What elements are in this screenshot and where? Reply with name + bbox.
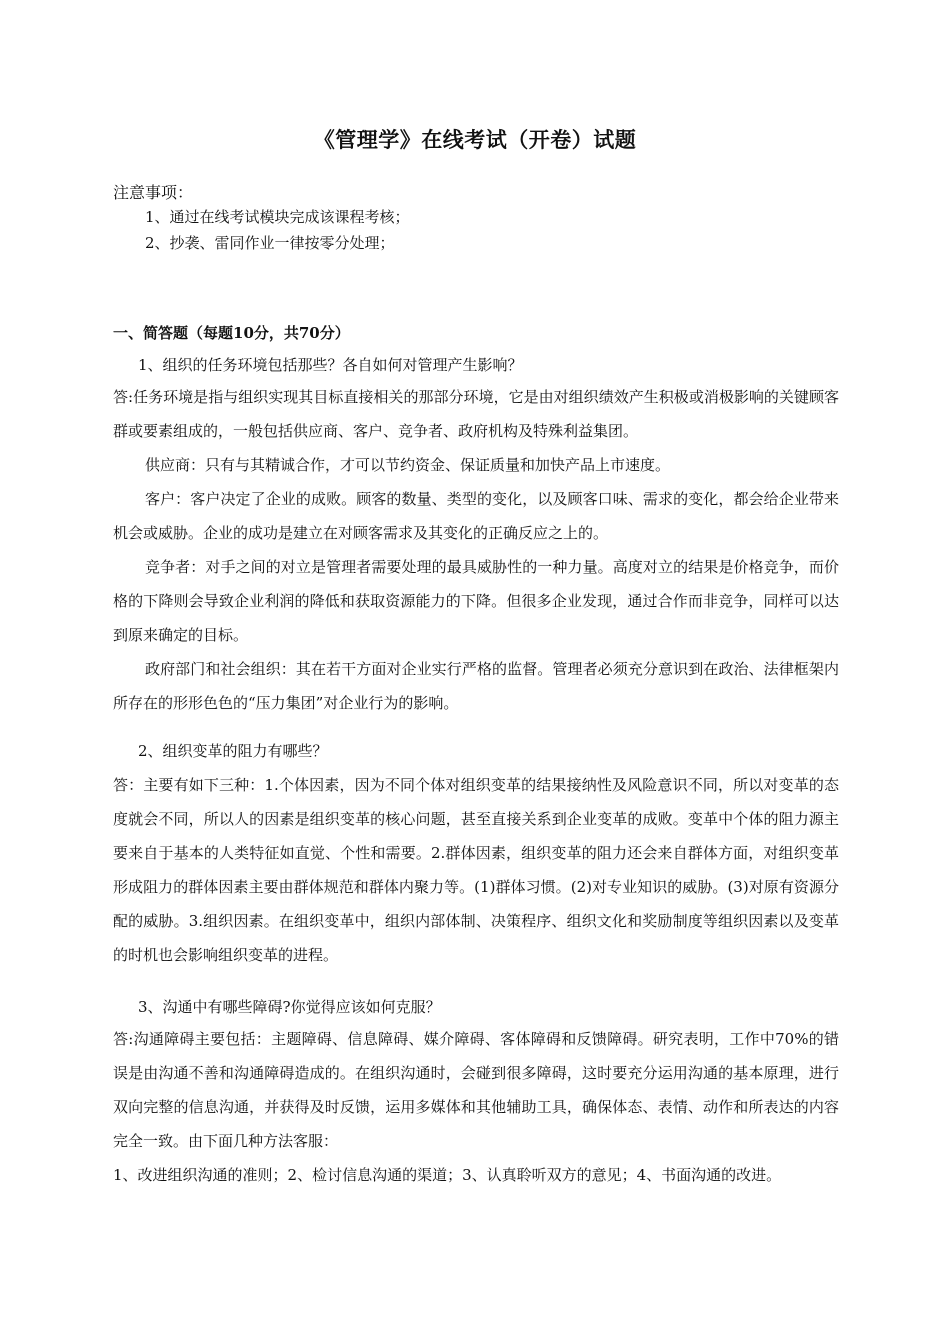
- answer-paragraph: 1、改进组织沟通的准则；2、检讨信息沟通的渠道；3、认真聆听双方的意见；4、书面沟通的改进。: [113, 1166, 782, 1184]
- answer-2: [113, 768, 839, 972]
- answer-paragraph: 政府部门和社会组织：其在若干方面对企业实行严格的监督。管理者必须充分意识到在政治、法律框架内所存在的形形色色的“压力集团”对企业行为的影响。: [113, 660, 839, 712]
- answer-paragraph: 答:沟通障碍主要包括：主题障碍、信息障碍、媒介障碍、客体障碍和反馈障碍。研究表明，工作中70%的错误是由沟通不善和沟通障碍造成的。在组织沟通时，会碰到很多障碍，这时要充分运用沟通的基本原理，进行双向完整的信息沟通，并获得及时反馈，运用多媒体和其他辅助工具，确保体态、表情、动作和所表达的内容完全一致。由下面几种方法客服：: [113, 1030, 839, 1150]
- question-3: 3、沟通中有哪些障碍?你觉得应该如何克服？: [138, 998, 441, 1016]
- answer-1: [113, 380, 839, 720]
- answer-paragraph: 竞争者：对手之间的对立是管理者需要处理的最具威胁性的一种力量。高度对立的结果是价格竞争，而价格的下降则会导致企业利润的降低和获取资源能力的下降。但很多企业发现，通过合作而非竞争，同样可以达到原来确定的目标。: [113, 558, 839, 644]
- answer-paragraph: 答:任务环境是指与组织实现其目标直接相关的那部分环境，它是由对组织绩效产生积极或消极影响的关键顾客群或要素组成的，一般包括供应商、客户、竞争者、政府机构及特殊利益集团。: [113, 388, 839, 440]
- answer-3: [113, 1022, 839, 1192]
- page-title: 《管理学》在线考试（开卷）试题: [313, 127, 637, 152]
- notice-item: 2、抄袭、雷同作业一律按零分处理；: [145, 234, 395, 252]
- question-2: 2、组织变革的阻力有哪些？: [138, 742, 328, 760]
- notice-heading: 注意事项：: [113, 183, 194, 202]
- answer-paragraph: 客户：客户决定了企业的成败。顾客的数量、类型的变化，以及顾客口味、需求的变化，都会给企业带来机会或威胁。企业的成功是建立在对顾客需求及其变化的正确反应之上的。: [113, 490, 839, 542]
- answer-paragraph: 答：主要有如下三种：1.个体因素，因为不同个体对组织变革的结果接纳性及风险意识不同，所以对变革的态度就会不同，所以人的因素是组织变革的核心问题，甚至直接关系到企业变革的成败。变革中个体的阻力源主要来自于基本的人类特征如直觉、个性和需要。2.群体因素，组织变革的阻力还会来自群体方面，对组织变革形成阻力的群体因素主要由群体规范和群体内聚力等。(1)群体习惯。(2)对专业知识的威胁。(3)对原有资源分配的威胁。3.组织因素。在组织变革中，组织内部体制、决策程序、组织文化和奖励制度等组织因素以及变革的时机也会影响组织变革的进程。: [113, 776, 839, 964]
- question-1: 1、组织的任务环境包括那些？各自如何对管理产生影响？: [138, 356, 523, 374]
- section-heading: 一、简答题（每题10分，共70分）: [113, 324, 350, 342]
- answer-paragraph: 供应商：只有与其精诚合作，才可以节约资金、保证质量和加快产品上市速度。: [145, 456, 671, 474]
- notice-item: 1、通过在线考试模块完成该课程考核；: [145, 208, 410, 226]
